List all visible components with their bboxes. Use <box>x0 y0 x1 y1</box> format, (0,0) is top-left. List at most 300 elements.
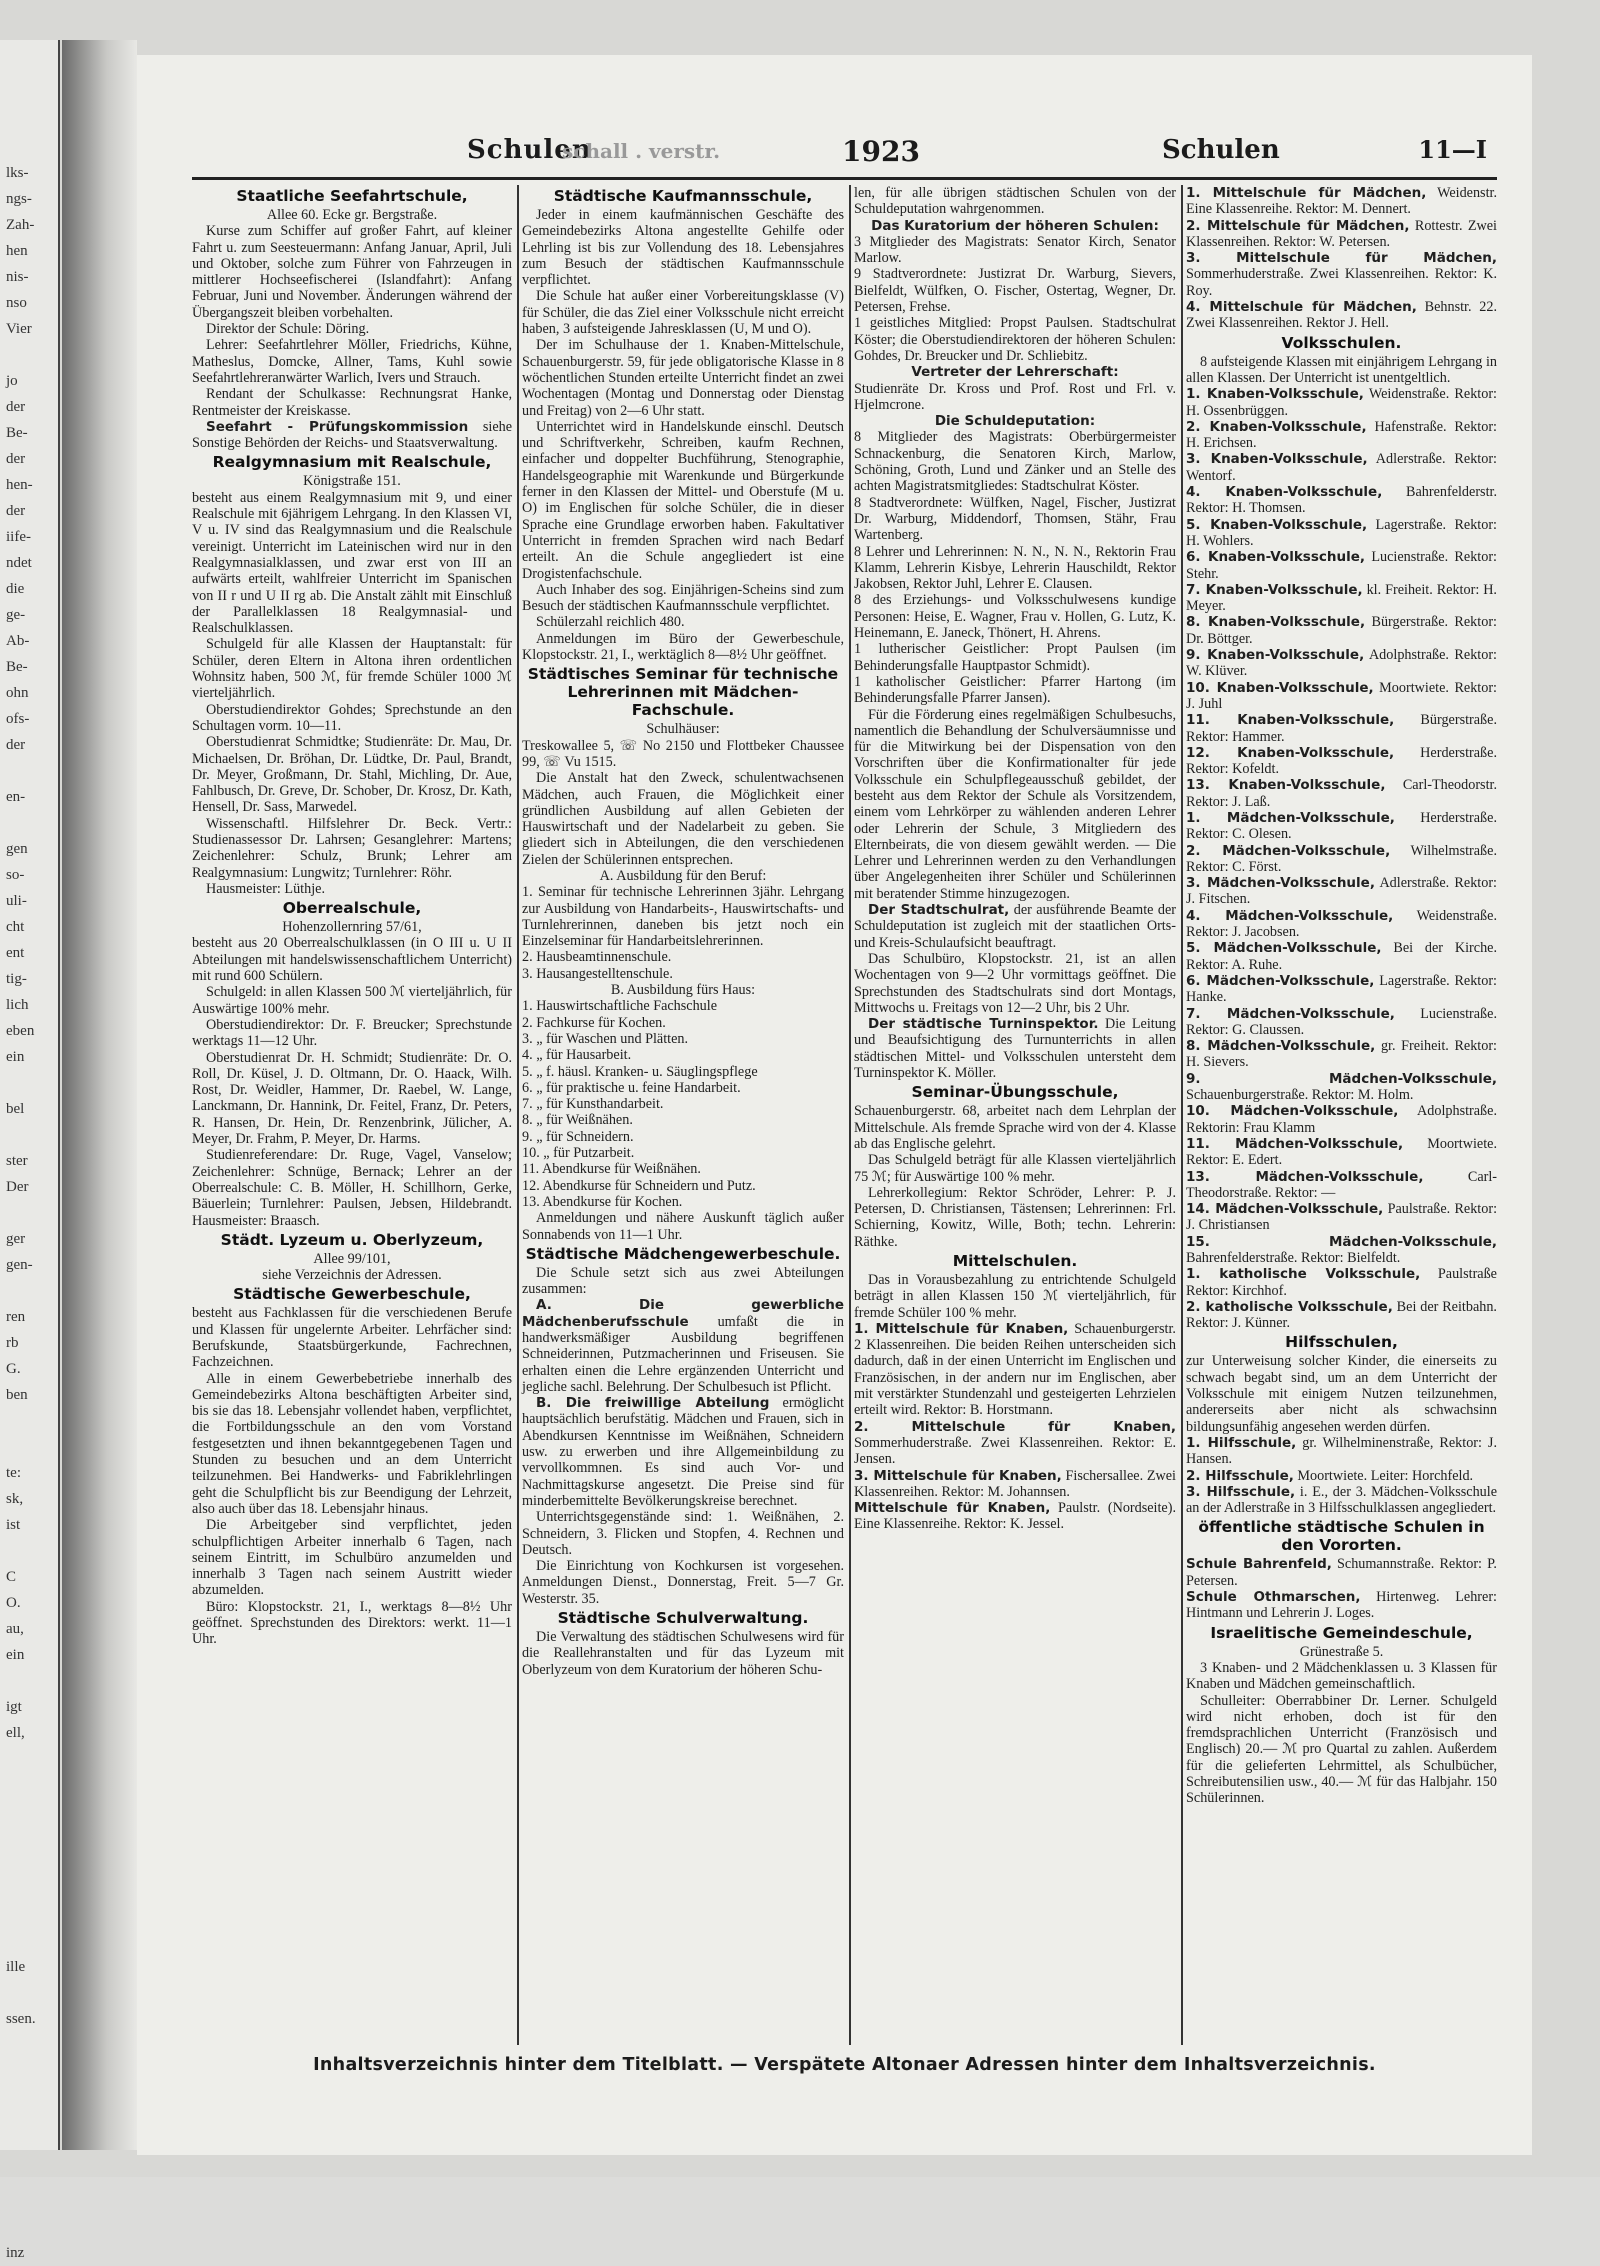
entry-bold-label: 2. katholische Volksschule, <box>1186 1298 1393 1315</box>
left-page-fragment: te: <box>6 1465 21 1481</box>
entry-paragraph <box>1186 843 1497 876</box>
entry-text: A. Ausbildung für den Beruf: <box>599 867 767 884</box>
left-page-fragment <box>0 2136 58 2162</box>
entry-paragraph <box>854 1468 1176 1501</box>
entry-text: 6. „ für praktische u. feine Handarbeit. <box>522 1079 741 1096</box>
entry-text: Adolphstraße. Rektor: W. Klüver. <box>1186 647 1497 680</box>
header-left-title: Schulen <box>467 135 592 165</box>
entry-bold-label: 9. Mädchen-Volksschule, <box>1186 1070 1497 1087</box>
entry-text: Städt. Lyzeum u. Oberlyzeum, <box>220 1230 484 1249</box>
entry-bold-label: 14. Mädchen-Volksschule, <box>1186 1201 1384 1218</box>
entry-text: Schülerzahl reichlich 480. <box>536 614 685 631</box>
entry-paragraph <box>522 419 844 582</box>
entry-paragraph <box>192 1147 512 1228</box>
left-page-fragment: ngs- <box>6 191 32 207</box>
entry-bold-label: 9. Knaben-Volksschule, <box>1186 647 1365 664</box>
entry-text: siehe Verzeichnis der Adressen. <box>262 1267 442 1284</box>
entry-text: Studienräte Dr. Kross und Prof. Rost und Frl. v. Hjelmcrone. <box>854 380 1176 413</box>
left-page-fragment: ger <box>6 1231 26 1247</box>
entry-bold-label: 13. Mädchen-Volksschule, <box>1186 1168 1424 1185</box>
left-page-fragment: ent <box>6 945 25 961</box>
entry-text: Kurse zum Schiffer auf großer Fahrt, auf kleiner Fahrt u. zum Seesteuermann: Anfang Januar, April, Juli und Oktober, solche zum Führer von Fahrzeugen in mittlerer Hochseefischerei (Islandfahrt): Anfang Februar, Juni und November. Änderungen während der Übergangszeit bleiben vorbehalten. <box>192 223 512 321</box>
entry-bold-label: 10. Knaben-Volksschule, <box>1186 679 1374 696</box>
entry-paragraph <box>522 738 844 771</box>
left-page-fragment <box>0 1824 58 1850</box>
entry-text: 1 lutherischer Geistlicher: Propt Paulsen (im Behinderungsfalle Hauptpastor Schmidt). <box>854 641 1176 674</box>
entry-paragraph <box>522 1145 844 1161</box>
entry-text: 3 Knaben- und 2 Mädchenklassen u. 3 Klassen für Knaben und Mädchen gemeinschaftlich. <box>1186 1659 1497 1693</box>
entry-paragraph <box>522 884 844 949</box>
left-page-fragment: ren <box>6 1309 26 1325</box>
entry-text: Paulstraße Rektor: Kirchhof. <box>1186 1266 1497 1299</box>
entry-text: Staatliche Seefahrtschule, <box>236 187 468 205</box>
entry-text: Volksschulen. <box>1281 333 1402 352</box>
entry-bold-label: Das Kuratorium der höheren Schulen: <box>871 217 1159 234</box>
left-page-fragment: der <box>6 737 26 753</box>
header-right-title: Schulen <box>1162 135 1280 165</box>
left-page-fragment <box>0 1902 58 1928</box>
left-page-fragment <box>0 1772 58 1798</box>
page-header <box>177 135 1517 175</box>
entry-bold-label: Seefahrt - Prüfungskommission <box>206 418 469 435</box>
left-page-fragment: gen <box>6 841 28 857</box>
entry-paragraph <box>1186 1693 1497 1807</box>
left-page-fragment: Vier <box>6 321 32 337</box>
entry-bold-label: 2. Mittelschule für Knaben, <box>854 1418 1176 1435</box>
left-page-fragment: en- <box>6 789 26 805</box>
left-page-fragment: lks- <box>6 165 29 181</box>
entry-text: Städtische Schulverwaltung. <box>557 1609 809 1628</box>
entry-text: siehe Sonstige Behörden der Reichs- und Staatsverwaltung. <box>192 418 513 452</box>
left-page-fragment: ster <box>6 1153 28 1169</box>
section-heading <box>1186 1333 1497 1351</box>
entry-text: i. E., der 3. Mädchen-Volksschule an der Adlerstraße in 3 Hilfsschulklassen angegliedert. <box>1186 1483 1498 1517</box>
entry-text: gr. Wilhelminenstraße, Rektor: J. Hansen. <box>1186 1434 1498 1468</box>
header-faded-text: schall . verstr. <box>562 139 721 163</box>
left-page-fragment: ell, <box>6 1725 25 1741</box>
entry-paragraph <box>192 984 512 1017</box>
entry-text: 10. „ für Putzarbeit. <box>522 1145 635 1162</box>
entry-bold-label: 6. Mädchen-Volksschule, <box>1186 972 1375 989</box>
left-page-fragment: ist <box>6 1517 21 1533</box>
entry-text: Moortwiete. Rektor: E. Edert. <box>1186 1135 1497 1169</box>
entry-bold-label: Schule Bahrenfeld, <box>1186 1556 1332 1573</box>
left-page-fragment: ssen. <box>6 2011 36 2027</box>
section-heading <box>192 1285 512 1303</box>
entry-bold-label: 8. Mädchen-Volksschule, <box>1186 1038 1376 1055</box>
left-page-fragment: gen- <box>6 1257 33 1273</box>
left-page-fragment: ohn <box>6 685 29 701</box>
entry-paragraph <box>192 419 512 452</box>
entry-text: Jeder in einem kaufmännischen Geschäfte des Gemeindebezirks Altona angestellte Gehilfe oder Lehrling ist bis zur Vollendung des 18. Lebensjahres zum Besuch der städtischen Kaufmannsschule verpflichtet. <box>522 207 844 289</box>
entry-text: Das Schulbüro, Klopstockstr. 21, ist an allen Wochentagen von 9—2 Uhr vormittags geöffnet. Die Sprechstunden des Stadtschulrats sind dort Montags, Mittwochs u. Freitags von 12—2 Uhr, bis 2 Uhr. <box>854 950 1176 1016</box>
left-page-fragment <box>0 810 58 836</box>
entry-paragraph <box>1186 1644 1497 1660</box>
entry-paragraph <box>522 288 844 337</box>
left-page-fragment <box>0 2058 58 2084</box>
entry-text: Rottestr. Zwei Klassenreihen. Rektor: W. Petersen. <box>1186 217 1497 250</box>
entry-paragraph <box>1186 218 1497 251</box>
left-page-fragment <box>0 1668 58 1694</box>
header-rule <box>192 177 1497 180</box>
entry-text: Direktor der Schule: Döring. <box>206 321 370 338</box>
entry-text: Behnstr. 22. Zwei Klassenreihen. Rektor J. Hell. <box>1186 299 1497 332</box>
entry-text: Carl-Theodorstr. Rektor: J. Laß. <box>1186 777 1497 810</box>
left-page-fragment: hen- <box>6 477 33 493</box>
left-page-fragment: lich <box>6 997 29 1013</box>
entry-text: 4. „ für Hausarbeit. <box>522 1047 632 1064</box>
left-page-fragment: so- <box>6 867 25 883</box>
entry-text: Bürgerstraße. Rektor: Hammer. <box>1186 712 1497 745</box>
left-page-fragment: G. <box>6 1361 21 1377</box>
entry-text: Schulhäuser: <box>646 721 720 738</box>
entry-paragraph <box>522 1129 844 1145</box>
entry-text: Oberstudiendirektor Gohdes; Sprechstunde an den Schultagen vorm. 10—11. <box>192 701 512 734</box>
left-page-fragment: eben <box>6 1023 35 1039</box>
section-heading <box>522 665 844 719</box>
entry-text: besteht aus 20 Oberrealschulklassen (in O III u. U II Abteilungen mit handelswissenschaftlichem Unterricht) mit rund 600 Schülern. <box>192 935 512 985</box>
entry-text: Oberstudienrat Schmidtke; Studienräte: Dr. Mau, Dr. Michaelsen, Dr. Bröhan, Dr. Lüdtke, Dr. Paul, Brandt, Dr. Meyer, Großmann, Dr. Stahl, Michling, Dr. Aue, Fahlbusch, Dr. Greve, Dr. Schober, Dr. Krosz, Dr. Kath, Hensell, Dr. Sass, Marwedel. <box>192 734 512 816</box>
entry-text: Die Schule hat außer einer Vorbereitungsklasse (V) für Schüler, die das Ziel einer Volksschule nicht erreicht haben, 3 aufsteigende Jahresklassen (U, M und O). <box>522 288 844 338</box>
entry-text: Städtische Mädchengewerbeschule. <box>525 1244 841 1263</box>
entry-text: Die Schule setzt sich aus zwei Abteilungen zusammen: <box>522 1264 844 1298</box>
left-page-fragment <box>0 1746 58 1772</box>
entry-text: Bahrenfelderstr. Rektor: H. Thomsen. <box>1186 484 1497 517</box>
entry-bold-label: 1. Mittelschule für Mädchen, <box>1186 185 1427 201</box>
entry-paragraph <box>1186 712 1497 745</box>
left-page-fragment <box>0 1980 58 2006</box>
entry-paragraph <box>1186 1103 1497 1136</box>
section-heading <box>192 1231 512 1249</box>
entry-text: Anmeldungen und nähere Auskunft täglich außer Sonnabends von 11—1 Uhr. <box>522 1210 844 1243</box>
left-page-fragment: uli- <box>6 893 27 909</box>
entry-paragraph <box>1186 1071 1497 1104</box>
entry-bold-label: 7. Mädchen-Volksschule, <box>1186 1005 1395 1022</box>
entry-text: Lagerstraße. Rektor: H. Wohlers. <box>1186 516 1497 549</box>
entry-paragraph <box>522 966 844 982</box>
entry-paragraph <box>192 816 512 881</box>
entry-paragraph <box>522 1194 844 1210</box>
entry-text: Lehrerkollegium: Rektor Schröder, Lehrer: P. J. Petersen, D. Christiansen, Tästensen; Lehrerinnen: Frl. Schierning, Kowitz, Wille, Both; techn. Lehrerin: Räthke. <box>854 1184 1176 1250</box>
entry-paragraph <box>1186 517 1497 550</box>
left-page-fragment <box>0 2188 58 2214</box>
entry-paragraph <box>1186 1038 1497 1071</box>
entry-text: Königstraße 151. <box>303 473 401 490</box>
entry-text: Paulstraße. Rektor: J. Christiansen <box>1186 1201 1498 1234</box>
entry-paragraph <box>854 1500 1176 1533</box>
entry-paragraph <box>522 207 844 288</box>
left-page-fragment <box>0 342 58 368</box>
entry-paragraph <box>192 1251 512 1267</box>
text-columns <box>192 185 1497 2045</box>
entry-paragraph <box>522 337 844 418</box>
entry-text: der ausführende Beamte der Schuldeputation ist zugleich mit der staatlichen Orts- und Kreis-Schulaufsicht beauftragt. <box>854 902 1176 951</box>
entry-paragraph <box>1186 299 1497 332</box>
entry-text: 9 Stadtverordnete: Justizrat Dr. Warburg, Sievers, Bielfeldt, Wülfken, O. Fischer, Ostertag, Wegner, Dr. Petersen, Frehse. <box>854 266 1176 316</box>
entry-paragraph <box>1186 1234 1497 1267</box>
entry-paragraph <box>522 1031 844 1047</box>
entry-paragraph <box>854 674 1176 707</box>
entry-paragraph <box>854 315 1176 364</box>
entry-paragraph <box>1186 419 1497 452</box>
entry-paragraph <box>854 1185 1176 1250</box>
entry-text: 8 Stadtverordnete: Wülfken, Nagel, Fischer, Justizrat Dr. Warburg, Middendorf, Thomsen, Stähr, Frau Wartenberg. <box>854 494 1176 544</box>
entry-paragraph <box>1186 1299 1497 1332</box>
entry-text: Mittelschulen. <box>952 1252 1078 1270</box>
entry-text: 8 Mitglieder des Magistrats: Oberbürgermeister Schnackenburg, die Senatoren Kirch, Marlow, Schöning, Groth, Lund und Zänker und an Stelle des achten Magistratsmitgliedes: Stadtschulrat Köster. <box>854 429 1176 495</box>
entry-text: 12. Abendkurse für Schneidern und Putz. <box>522 1177 756 1194</box>
entry-text: Herderstraße. Rektor: C. Olesen. <box>1186 809 1497 843</box>
left-page-fragment <box>0 2032 58 2058</box>
entry-text: Realgymnasium mit Realschule, <box>212 453 492 472</box>
entry-text: Oberrealschule, <box>282 899 422 918</box>
entry-text: Bei der Reitbahn. Rektor: J. Künner. <box>1186 1298 1497 1332</box>
entry-paragraph <box>1186 777 1497 810</box>
entry-paragraph <box>1186 386 1497 419</box>
entry-paragraph <box>854 266 1176 315</box>
entry-text: Sommerhuderstraße. Zwei Klassenreihen. Rektor: K. Roy. <box>1186 266 1497 299</box>
section-heading <box>854 1252 1176 1270</box>
left-page-fragment: inz <box>6 2245 25 2261</box>
left-page-fragment: C <box>6 1569 17 1585</box>
entry-text: 1. Seminar für technische Lehrerinnen 3jähr. Lehrgang zur Ausbildung von Handarbeits-, Hauswirtschafts- und Turnlehrerinnen, daneben bis jetzt noch ein Einzelseminar für Handarbeitslehrerinnen. <box>522 884 844 950</box>
entry-text: Die Arbeitgeber sind verpflichtet, jeden schulpflichtigen Arbeiter innerhalb 6 Tagen, nach seinem Eintritt, im Schulbüro anzumelden und innerhalb 3 Tagen nach seinem Austritt wieder abzumelden. <box>192 1517 512 1599</box>
entry-text: Schauenburgerstraße. Rektor: M. Holm. <box>1186 1087 1414 1104</box>
entry-bold-label: 5. Mädchen-Volksschule, <box>1186 940 1382 957</box>
entry-text: Lucienstraße. Rektor: Stehr. <box>1186 549 1497 582</box>
entry-text: Weidenstraße. Rektor: J. Jacobsen. <box>1186 907 1497 941</box>
entry-text: Oberstudiendirektor: Dr. F. Breucker; Sprechstunde werktags 11—12 Uhr. <box>192 1016 512 1050</box>
left-page-fragment: tig- <box>6 971 27 987</box>
entry-bold-label: A. Die gewerbliche Mädchenberufsschule <box>522 1297 844 1330</box>
entry-text: Die Einrichtung von Kochkursen ist vorgesehen. Anmeldungen Dienst., Donnerstag, Freit. 5—7 Gr. Westerstr. 35. <box>522 1558 844 1607</box>
section-heading <box>522 1609 844 1627</box>
left-page-fragment: Be- <box>6 425 28 441</box>
entry-paragraph <box>522 1047 844 1063</box>
entry-paragraph <box>1186 680 1497 713</box>
entry-paragraph <box>1186 1136 1497 1169</box>
entry-text: Moortwiete. Rektor: J. Juhl <box>1186 679 1497 712</box>
entry-bold-label: Vertreter der Lehrerschaft: <box>911 364 1119 381</box>
entry-text: 1 geistliches Mitglied: Propst Paulsen. Stadtschulrat Köster; die Oberstudiendirektoren der höheren Schulen: Gohdes, Dr. Breucker und Dr. Schliebitz. <box>854 315 1176 364</box>
entry-bold-label: 1. Knaben-Volksschule, <box>1186 386 1364 403</box>
entry-paragraph <box>522 1265 844 1298</box>
entry-text: Das in Vorausbezahlung zu entrichtende Schulgeld beträgt in allen Klassen 150 ℳ vierteljährlich, für fremde Schüler 100 % mehr. <box>854 1272 1176 1321</box>
left-page-fragment: cht <box>6 919 25 935</box>
entry-paragraph <box>1186 250 1497 299</box>
entry-paragraph <box>192 636 512 701</box>
entry-text: Moortwiete. Leiter: Horchfeld. <box>1293 1467 1474 1484</box>
entry-paragraph <box>522 1629 844 1678</box>
entry-text: Grünestraße 5. <box>1299 1643 1384 1660</box>
footer-note: Inhaltsverzeichnis hinter dem Titelblatt. — Verspätete Altonaer Adressen hinter dem Inhaltsverzeichnis. <box>313 2055 1376 2075</box>
entry-paragraph <box>1186 484 1497 517</box>
entry-text: Das Schulgeld beträgt für alle Klassen vierteljährlich 75 ℳ; für Auswärtige 100 % mehr. <box>854 1152 1176 1185</box>
entry-paragraph <box>192 223 512 321</box>
left-page-fragment <box>0 758 58 784</box>
entry-bold-label: 3. Mittelschule für Knaben, <box>854 1467 1062 1484</box>
left-page-fragment: der <box>6 451 26 467</box>
left-page-fragment: sk, <box>6 1491 24 1507</box>
entry-bold-label: 4. Knaben-Volksschule, <box>1186 484 1383 501</box>
entry-paragraph <box>522 1178 844 1194</box>
entry-paragraph <box>192 935 512 984</box>
column-4 <box>1186 185 1497 2045</box>
entry-bold-label: 3. Mädchen-Volksschule, <box>1186 875 1375 892</box>
entry-text: Hausmeister: Lüthje. <box>206 880 325 897</box>
entry-text: Hilfsschulen, <box>1285 1333 1398 1352</box>
section-heading <box>1186 334 1497 352</box>
entry-text: Fischersallee. Zwei Klassenreihen. Rektor: M. Johannsen. <box>854 1467 1176 1500</box>
section-heading <box>522 187 844 205</box>
entry-bold-label: B. Die freiwillige Abteilung <box>536 1395 770 1412</box>
left-page-fragment: au, <box>6 1621 24 1637</box>
entry-bold-label: 3. Knaben-Volksschule, <box>1186 451 1368 468</box>
left-page-fragment: Be- <box>6 659 28 675</box>
page-number: 11—I <box>1418 135 1487 164</box>
entry-paragraph <box>1186 1468 1497 1484</box>
entry-paragraph <box>522 1080 844 1096</box>
left-page-fragment <box>0 1850 58 1876</box>
entry-paragraph <box>522 1064 844 1080</box>
left-page-fragment <box>0 1122 58 1148</box>
entry-bold-label: 11. Knaben-Volksschule, <box>1186 712 1395 729</box>
entry-text: 1 katholischer Geistlicher: Pfarrer Hartong (im Behinderungsfalle Pfarrer Jansen). <box>854 673 1176 707</box>
entry-paragraph <box>1186 354 1497 387</box>
entry-text: 8. „ für Weißnähen. <box>522 1112 633 1129</box>
entry-text: Treskowallee 5, ☏ No 2150 und Flottbeker Chaussee 99, ☏ Vu 1515. <box>522 737 844 770</box>
entry-paragraph <box>522 1096 844 1112</box>
entry-paragraph <box>522 770 844 868</box>
entry-paragraph <box>1186 745 1497 778</box>
entry-text: 8 Lehrer und Lehrerinnen: N. N., N. N., Rektorin Frau Klamm, Lehrerin Kisbye, Lehrerin Hauschildt, Rektor Jakobsen, Rektor Juhl, Lehrer E. Clausen. <box>854 543 1176 593</box>
entry-text: Schulgeld für alle Klassen der Hauptanstalt: für Schüler, deren Eltern in Altona ihren ordentlichen Wohnsitz haben, 500 ℳ, für fremde Schüler 1000 ℳ vierteljährlich. <box>192 636 512 702</box>
left-page-fragment <box>0 1798 58 1824</box>
entry-bold-label: 5. Knaben-Volksschule, <box>1186 516 1368 533</box>
left-page-fragment <box>0 1434 58 1460</box>
left-page-fragment: nso <box>6 295 27 311</box>
left-page-fragment: Der <box>6 1179 29 1195</box>
entry-text: zur Unterweisung solcher Kinder, die einerseits zu schwach begabt sind, um an dem Unterricht der Volksschule mit einigem Nutzen teilzunehmen, andererseits aber nicht als schwachsinn bildungsunfähig angesehen werden dürfen. <box>1186 1353 1497 1435</box>
entry-paragraph <box>522 1161 844 1177</box>
entry-paragraph <box>854 1272 1176 1321</box>
entry-text: Israelitische Gemeindeschule, <box>1210 1623 1473 1642</box>
entry-text: Adolphstraße. Rektorin: Frau Klamm <box>1186 1103 1497 1136</box>
entry-text: 3. Hausangestelltenschule. <box>522 965 673 982</box>
entry-text: Büro: Klopstockstr. 21, I., werktags 8—8½ Uhr geöffnet. Sprechstunden des Direktors: werkt. 11—1 Uhr. <box>192 1598 512 1648</box>
entry-text: Lehrer: Seefahrtlehrer Möller, Friedrichs, Kühne, Matheslus, Domcke, Allner, Tams, Kuhl sowie Seefahrtlehreranwärter Warlich, Ivers und Strauch. <box>192 337 512 386</box>
entry-paragraph <box>854 902 1176 951</box>
entry-text: Hirtenweg. Lehrer: Hintmann und Lehrerin J. Loges. <box>1186 1589 1497 1622</box>
entry-bold-label: 3. Mittelschule für Mädchen, <box>1186 250 1497 267</box>
entry-paragraph <box>1186 1006 1497 1039</box>
left-page-fragment: ille <box>6 1959 26 1975</box>
entry-text: 8 aufsteigende Klassen mit einjährigem Lehrgang in allen Klassen. Der Unterricht ist unentgeltlich. <box>1186 353 1497 386</box>
entry-paragraph <box>522 582 844 615</box>
entry-text: Die Verwaltung des städtischen Schulwesens wird für die Reallehranstalten und für das Lyzeum mit Oberlyzeum von dem Kuratorium der höheren Schu- <box>522 1629 844 1678</box>
left-page-fragment <box>0 2084 58 2110</box>
entry-bold-label: 2. Mädchen-Volksschule, <box>1186 842 1391 859</box>
left-page-fragment <box>0 1538 58 1564</box>
entry-text: Schauenburgerstr. 68, arbeitet nach dem Lehrplan der Mittelschule. Als fremde Sprache wird von der 4. Klasse ab das Englische gelehrt. <box>854 1103 1176 1152</box>
entry-bold-label: 4. Mädchen-Volksschule, <box>1186 907 1394 924</box>
entry-paragraph <box>854 1321 1176 1419</box>
entry-text: 5. „ f. häusl. Kranken- u. Säuglingspflege <box>522 1063 758 1080</box>
left-page-fragment <box>0 1070 58 1096</box>
left-page-fragment: ben <box>6 1387 28 1403</box>
column-1 <box>192 185 512 2045</box>
entry-bold-label: 3. Hilfsschule, <box>1186 1483 1296 1500</box>
left-page-fragment: ein <box>6 1049 25 1065</box>
entry-bold-label: 2. Mittelschule für Mädchen, <box>1186 217 1410 234</box>
entry-paragraph <box>192 1017 512 1050</box>
entry-paragraph <box>192 919 512 935</box>
entry-paragraph <box>854 1419 1176 1468</box>
entry-text: 2. Fachkurse für Kochen. <box>522 1014 666 1031</box>
entry-paragraph <box>854 218 1176 234</box>
entry-text: Herderstraße. Rektor: Kofeldt. <box>1186 744 1497 778</box>
left-page-fragment <box>0 2214 58 2240</box>
entry-paragraph <box>192 1599 512 1648</box>
left-page-fragment: nis- <box>6 269 29 285</box>
entry-text: Alle in einem Gewerbebetriebe innerhalb des Gemeindebezirks Altona beschäftigten Arbeiter sind, bis sie das 18. Lebensjahr vollendet haben, verpflichtet, die Fortbildungsschule an den vom Vorstand festgesetzten und ihnen bekanntgegebenen Tagen und Stunden zu besuchen und an dem Unterricht teilzunehmen. Bei Handwerks- und Fabriklehrlingen geht die Schulpflicht bis zur Beendigung der Lehrzeit, also auch über das 18. Lebensjahr hinaus. <box>192 1370 512 1517</box>
entry-paragraph <box>1186 973 1497 1006</box>
entry-paragraph <box>522 1015 844 1031</box>
left-page-fragment: O. <box>6 1595 21 1611</box>
entry-bold-label: Mittelschule für Knaben, <box>854 1500 1051 1517</box>
left-page-fragment: bel <box>6 1101 25 1117</box>
entry-paragraph <box>1186 582 1497 615</box>
entry-paragraph <box>854 381 1176 414</box>
entry-paragraph <box>1186 451 1497 484</box>
entry-bold-label: 1. katholische Volksschule, <box>1186 1266 1421 1283</box>
entry-paragraph <box>854 951 1176 1016</box>
entry-paragraph <box>522 949 844 965</box>
entry-bold-label: 2. Knaben-Volksschule, <box>1186 418 1367 435</box>
left-page-fragment: hen <box>6 243 28 259</box>
entry-paragraph <box>854 234 1176 267</box>
entry-paragraph <box>192 881 512 897</box>
section-heading <box>192 187 512 205</box>
entry-bold-label: 7. Knaben-Volksschule, <box>1186 581 1363 598</box>
book-gutter <box>62 40 137 2150</box>
entry-text: Unterrichtet wird in Handelskunde einschl. Deutsch und Schriftverkehr, Schreiben, kaufm Rechnen, einfacher und doppelter Buchführung, Stenographie, Handelsgeographie mit Warenkunde und Bürgerkunde ferner in den Klassen der Mittel- und Oberstufe (M u. O) im Englischen für solche Schüler, die in dieser Sprache eine Grundlage erworben haben. Fakultativer Unterricht in fremden Sprachen wird nach Bedarf erteilt. An die Schule angegliedert ist eine Drogistenfachschule. <box>522 418 844 582</box>
entry-paragraph <box>192 734 512 815</box>
entry-paragraph <box>192 702 512 735</box>
entry-text: Studienreferendare: Dr. Ruge, Vagel, Vanselow; Zeichenlehrer: Schnüge, Bernack; Lehrer an der Oberrealschule: C. B. Möller, H. Schillhorn, Gerke, Bäuerlein; Turnlehrer: Paulsen, Jebsen, Hildebrandt. Hausmeister: Braasch. <box>192 1147 512 1229</box>
header-year: 1923 <box>842 135 920 168</box>
entry-paragraph <box>1186 549 1497 582</box>
left-page-fragment: ofs- <box>6 711 30 727</box>
entry-text: ermöglicht hauptsächlich berufstätig. Mädchen und Frauen, sich in Abendkursen Kenntnisse im Weißnähen, Schneidern usw. zu erwerben und ihre Allgemeinbildung zu vervollkommnen. Es sind auch Vor- und Nachmittagskurse angesetzt. Die Preise sind für minderbemittelte Bevölkerungskreise berechnet. <box>522 1395 844 1509</box>
left-page-fragment: rb <box>6 1335 19 1351</box>
entry-text: Auch Inhaber des sog. Einjährigen-Scheins sind zum Besuch der städtischen Kaufmannsschule verpflichtet. <box>522 581 844 615</box>
left-page-fragment: die <box>6 581 25 597</box>
entry-bold-label: 10. Mädchen-Volksschule, <box>1186 1103 1399 1120</box>
entry-paragraph <box>522 631 844 664</box>
section-heading <box>1186 1518 1497 1554</box>
entry-paragraph <box>1186 1435 1497 1468</box>
entry-paragraph <box>522 1297 844 1395</box>
entry-paragraph <box>854 592 1176 641</box>
left-page-fragment <box>0 2162 58 2188</box>
entry-paragraph <box>854 1016 1176 1081</box>
entry-paragraph <box>522 1112 844 1128</box>
entry-text: Wissenschaftl. Hilfslehrer Dr. Beck. Vertr.: Studienassessor Dr. Lahrsen; Gesanglehrer: Martens; Zeichenlehrer: Schulz, Brunk; Lehrer am Realgymnasium: Lungwitz; Turnlehrer: Röhr. <box>192 815 512 881</box>
entry-text: Carl-Theodorstraße. Rektor: — <box>1186 1168 1498 1201</box>
entry-text: Seminar-Übungsschule, <box>911 1083 1119 1102</box>
entry-text: 3. „ für Waschen und Plätten. <box>522 1030 689 1047</box>
